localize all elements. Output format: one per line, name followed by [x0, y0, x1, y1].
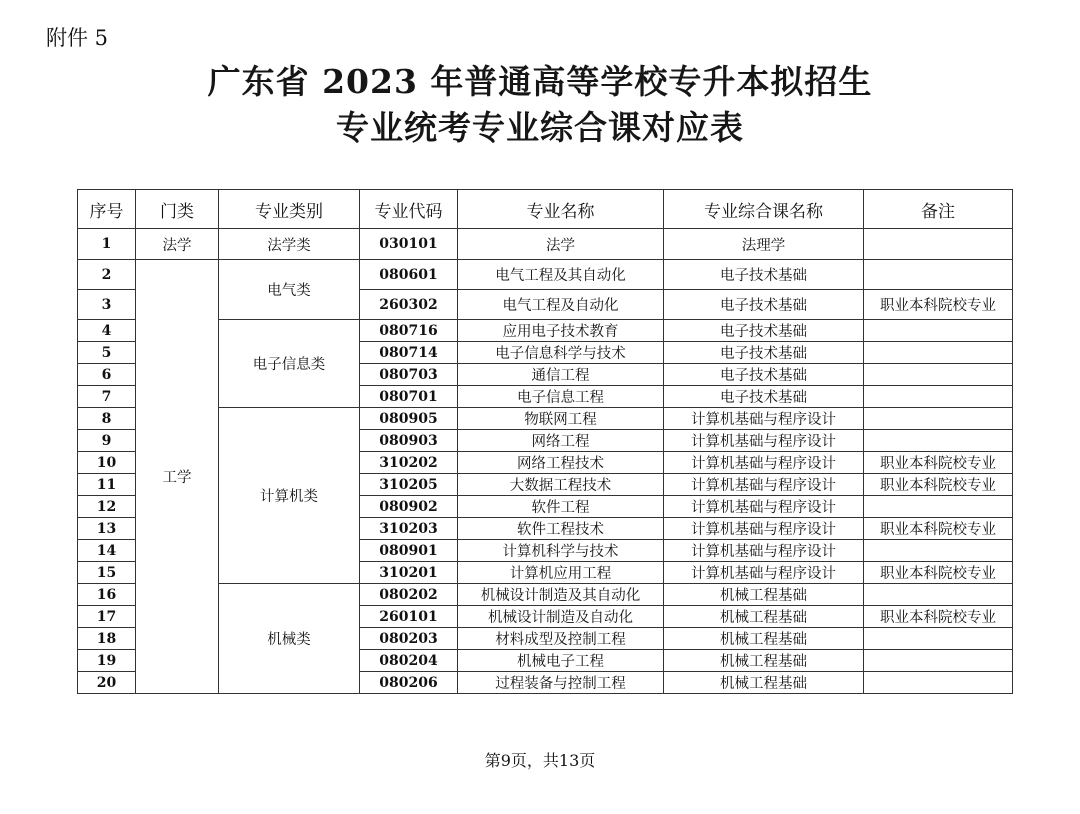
table-row — [78, 229, 1013, 260]
cell-code: 080901 — [360, 540, 458, 562]
cell-course: 电子技术基础 — [664, 364, 864, 386]
cell-seq: 18 — [78, 628, 136, 650]
cell-major: 机械设计制造及其自动化 — [458, 584, 664, 606]
header-major-name: 专业名称 — [458, 190, 664, 229]
header-major-class: 专业类别 — [219, 190, 360, 229]
cell-course: 计算机基础与程序设计 — [664, 518, 864, 540]
table-row — [78, 408, 1013, 430]
header-note: 备注 — [864, 190, 1013, 229]
cell-seq: 1 — [78, 229, 136, 260]
cell-course: 机械工程基础 — [664, 672, 864, 694]
cell-class-electrical: 电气类 — [219, 260, 360, 320]
cell-category-engineering: 工学 — [136, 260, 219, 694]
cell-code: 080203 — [360, 628, 458, 650]
cell-major: 法学 — [458, 229, 664, 260]
cell-major: 电子信息科学与技术 — [458, 342, 664, 364]
cell-code: 080716 — [360, 320, 458, 342]
cell-major: 物联网工程 — [458, 408, 664, 430]
cell-major: 机械电子工程 — [458, 650, 664, 672]
cell-code: 080903 — [360, 430, 458, 452]
cell-code: 260302 — [360, 290, 458, 320]
cell-course: 机械工程基础 — [664, 584, 864, 606]
cell-course: 机械工程基础 — [664, 650, 864, 672]
cell-note: 职业本科院校专业 — [864, 562, 1013, 584]
cell-course: 电子技术基础 — [664, 320, 864, 342]
cell-seq: 17 — [78, 606, 136, 628]
cell-course: 计算机基础与程序设计 — [664, 430, 864, 452]
cell-course: 机械工程基础 — [664, 606, 864, 628]
cell-note — [864, 260, 1013, 290]
cell-seq: 11 — [78, 474, 136, 496]
cell-seq: 9 — [78, 430, 136, 452]
cell-course: 计算机基础与程序设计 — [664, 408, 864, 430]
cell-seq: 8 — [78, 408, 136, 430]
cell-code: 080206 — [360, 672, 458, 694]
cell-seq: 20 — [78, 672, 136, 694]
cell-note: 职业本科院校专业 — [864, 474, 1013, 496]
table-header-row — [78, 190, 1013, 229]
cell-code: 080703 — [360, 364, 458, 386]
cell-major: 电气工程及其自动化 — [458, 260, 664, 290]
cell-course: 计算机基础与程序设计 — [664, 474, 864, 496]
cell-note — [864, 496, 1013, 518]
cell-class-electronic-info: 电子信息类 — [219, 320, 360, 408]
cell-note — [864, 540, 1013, 562]
cell-code: 080902 — [360, 496, 458, 518]
header-major-code: 专业代码 — [360, 190, 458, 229]
cell-class-computer: 计算机类 — [219, 408, 360, 584]
cell-seq: 12 — [78, 496, 136, 518]
cell-class-mechanical: 机械类 — [219, 584, 360, 694]
cell-note: 职业本科院校专业 — [864, 606, 1013, 628]
cell-major: 过程装备与控制工程 — [458, 672, 664, 694]
major-course-table — [77, 189, 1013, 694]
cell-major: 材料成型及控制工程 — [458, 628, 664, 650]
cell-major: 软件工程技术 — [458, 518, 664, 540]
cell-note — [864, 364, 1013, 386]
cell-seq: 3 — [78, 290, 136, 320]
table-row — [78, 260, 1013, 290]
cell-seq: 14 — [78, 540, 136, 562]
cell-seq: 7 — [78, 386, 136, 408]
cell-seq: 19 — [78, 650, 136, 672]
cell-code: 080714 — [360, 342, 458, 364]
cell-course: 计算机基础与程序设计 — [664, 496, 864, 518]
cell-note — [864, 320, 1013, 342]
cell-course: 法理学 — [664, 229, 864, 260]
header-seq: 序号 — [78, 190, 136, 229]
cell-note: 职业本科院校专业 — [864, 290, 1013, 320]
document-title-line-2: 专业统考专业综合课对应表 — [336, 108, 744, 147]
cell-major: 电子信息工程 — [458, 386, 664, 408]
cell-major: 网络工程技术 — [458, 452, 664, 474]
cell-category-law: 法学 — [136, 229, 219, 260]
cell-course: 电子技术基础 — [664, 260, 864, 290]
cell-course: 电子技术基础 — [664, 290, 864, 320]
cell-code: 310201 — [360, 562, 458, 584]
cell-code: 080701 — [360, 386, 458, 408]
cell-major: 计算机应用工程 — [458, 562, 664, 584]
cell-note — [864, 430, 1013, 452]
document-title-line-1: 广东省 2023 年普通高等学校专升本拟招生 — [207, 62, 873, 101]
cell-seq: 10 — [78, 452, 136, 474]
cell-major: 机械设计制造及自动化 — [458, 606, 664, 628]
cell-note: 职业本科院校专业 — [864, 518, 1013, 540]
cell-note — [864, 386, 1013, 408]
cell-class-law: 法学类 — [219, 229, 360, 260]
cell-seq: 2 — [78, 260, 136, 290]
cell-seq: 16 — [78, 584, 136, 606]
cell-code: 310202 — [360, 452, 458, 474]
cell-note — [864, 628, 1013, 650]
cell-seq: 15 — [78, 562, 136, 584]
cell-code: 030101 — [360, 229, 458, 260]
cell-note — [864, 229, 1013, 260]
cell-course: 电子技术基础 — [664, 386, 864, 408]
cell-note — [864, 342, 1013, 364]
cell-course: 计算机基础与程序设计 — [664, 562, 864, 584]
cell-seq: 4 — [78, 320, 136, 342]
cell-course: 电子技术基础 — [664, 342, 864, 364]
attachment-label: 附件 5 — [46, 26, 109, 50]
cell-course: 计算机基础与程序设计 — [664, 452, 864, 474]
cell-code: 080202 — [360, 584, 458, 606]
cell-note: 职业本科院校专业 — [864, 452, 1013, 474]
cell-major: 大数据工程技术 — [458, 474, 664, 496]
cell-code: 260101 — [360, 606, 458, 628]
cell-note — [864, 584, 1013, 606]
page-footer: 第9页，共13页 — [484, 751, 596, 770]
cell-code: 310203 — [360, 518, 458, 540]
cell-major: 应用电子技术教育 — [458, 320, 664, 342]
cell-code: 080601 — [360, 260, 458, 290]
cell-note — [864, 672, 1013, 694]
cell-seq: 6 — [78, 364, 136, 386]
cell-major: 软件工程 — [458, 496, 664, 518]
cell-major: 电气工程及自动化 — [458, 290, 664, 320]
cell-code: 080204 — [360, 650, 458, 672]
cell-note — [864, 650, 1013, 672]
cell-major: 计算机科学与技术 — [458, 540, 664, 562]
cell-seq: 13 — [78, 518, 136, 540]
header-category: 门类 — [136, 190, 219, 229]
cell-seq: 5 — [78, 342, 136, 364]
cell-major: 通信工程 — [458, 364, 664, 386]
header-course-name: 专业综合课名称 — [664, 190, 864, 229]
cell-course: 计算机基础与程序设计 — [664, 540, 864, 562]
table-row — [78, 584, 1013, 606]
cell-course: 机械工程基础 — [664, 628, 864, 650]
table-row — [78, 320, 1013, 342]
cell-note — [864, 408, 1013, 430]
cell-code: 310205 — [360, 474, 458, 496]
cell-code: 080905 — [360, 408, 458, 430]
cell-major: 网络工程 — [458, 430, 664, 452]
